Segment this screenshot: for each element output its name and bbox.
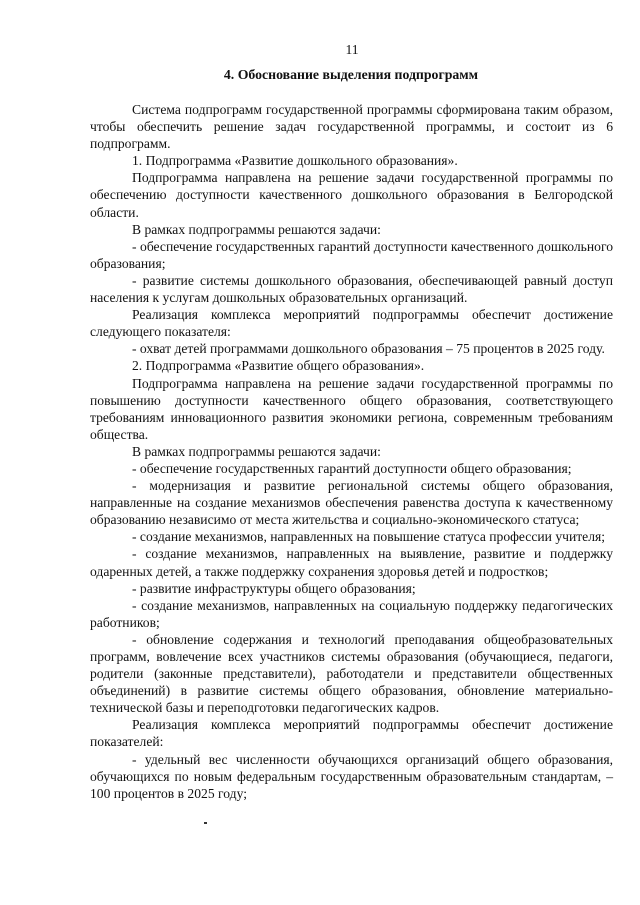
section-heading: 4. Обоснование выделения подпрограмм (223, 67, 479, 82)
list-item: - развитие инфраструктуры общего образования; (132, 580, 416, 596)
paragraph: Подпрограмма направлена на решение задачи государственной программы по повышению доступности качественного общего образования, соответствующего требованиям инновационного развития экономики региона, современным требованиям общества. (90, 375, 613, 442)
list-item: - развитие системы дошкольного образования, обеспечивающей равный доступ населения к услугам дошкольных образовательных организаций. (90, 272, 613, 306)
paragraph: В рамках подпрограммы решаются задачи: (132, 443, 381, 459)
body-text (90, 101, 613, 802)
list-item: - создание механизмов, направленных на повышение статуса профессии учителя; (132, 529, 606, 545)
list-item: - охват детей программами дошкольного образования – 75 процентов в 2025 году. (132, 341, 605, 357)
list-item: - обеспечение государственных гарантий доступности качественного дошкольного образования; (90, 238, 613, 271)
list-item: - создание механизмов, направленных на социальную поддержку педагогических работников; (90, 597, 613, 630)
list-item: - обновление содержания и технологий преподавания общеобразовательных программ, вовлечение всех участников системы образования (обучающиеся, педагоги, родители (законные представители), работодатели и представители общественных объединений) в развитие системы общего образования, обновление материально-технической базы и переподготовки педагогических кадров. (90, 631, 613, 716)
scan-speck (204, 822, 207, 824)
paragraph: Подпрограмма направлена на решение задачи государственной программы по обеспечению доступности качественного дошкольного образования в Белгородской области. (90, 170, 613, 220)
paragraph: Система подпрограмм государственной программы сформирована таким образом, чтобы обеспечить решение задач государственной программы, и состоит из 6 подпрограмм. (90, 102, 613, 152)
list-item: - удельный вес численности обучающихся организаций общего образования, обучающихся по новым федеральным государственным образовательным стандартам, – 100 процентов в 2025 году; (90, 751, 613, 801)
paragraph: Реализация комплекса мероприятий подпрограммы обеспечит достижение следующего показателя: (90, 307, 613, 340)
paragraph: 1. Подпрограмма «Развитие дошкольного образования». (132, 153, 458, 169)
paragraph: 2. Подпрограмма «Развитие общего образования». (132, 358, 425, 374)
list-item: - обеспечение государственных гарантий доступности общего образования; (132, 460, 572, 476)
paragraph: Реализация комплекса мероприятий подпрограммы обеспечит достижение показателей: (90, 717, 613, 750)
list-item: - создание механизмов, направленных на выявление, развитие и поддержку одаренных детей, а также поддержку сохранения здоровья детей и подростков; (90, 546, 613, 579)
list-item: - модернизация и развитие региональной системы общего образования, направленные на создание механизмов обеспечения равенства доступа к качественному образованию независимо от места жительства и социально-экономического статуса; (90, 478, 613, 528)
paragraph: В рамках подпрограммы решаются задачи: (132, 221, 381, 237)
page-number: 11 (345, 42, 359, 57)
